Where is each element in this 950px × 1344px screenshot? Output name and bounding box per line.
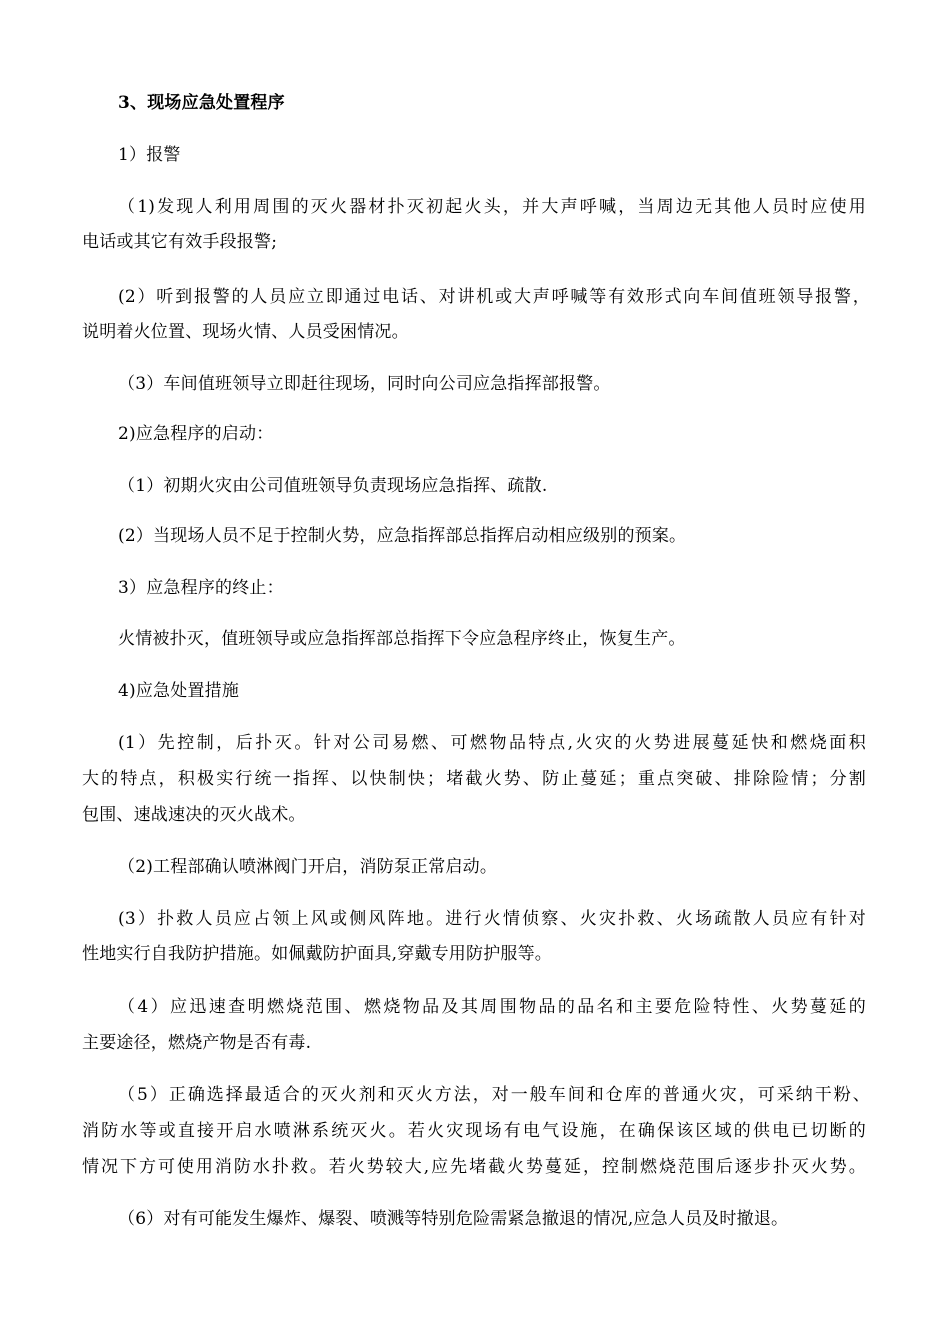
subsection-title-start: 2)应急程序的启动：: [118, 424, 274, 444]
paragraph-line: (2）听到报警的人员应立即通过电话、对讲机或大声呼喊等有效形式向车间值班领导报警，: [118, 287, 870, 307]
paragraph-line: （1)发现人利用周围的灭火器材扑灭初起火头，并大声呼喊，当周边无其他人员时应使用: [118, 197, 866, 217]
paragraph-line: 性地实行自我防护措施。如佩戴防护面具,穿戴专用防护服等。: [82, 944, 553, 964]
paragraph-line: 说明着火位置、现场火情、人员受困情况。: [82, 322, 409, 342]
paragraph-line: 包围、速战速决的灭火战术。: [82, 805, 306, 825]
paragraph-line: 大的特点，积极实行统一指挥、以快制快；堵截火势、防止蔓延；重点突破、排除险情；分割: [82, 769, 866, 789]
paragraph-line: 主要途径，燃烧产物是否有毒.: [82, 1033, 312, 1053]
paragraph-line: 情况下方可使用消防水扑救。若火势较大,应先堵截火势蔓延，控制燃烧范围后逐步扑灭火势。: [82, 1157, 866, 1177]
subsection-title-measures: 4)应急处置措施: [118, 681, 240, 701]
section-heading: 3、现场应急处置程序: [118, 93, 285, 113]
paragraph-line: (3）扑救人员应占领上风或侧风阵地。进行火情侦察、火灾扑救、火场疏散人员应有针对: [118, 909, 866, 929]
paragraph-line: 火情被扑灭，值班领导或应急指挥部总指挥下令应急程序终止，恢复生产。: [118, 629, 686, 649]
paragraph-line: （2)工程部确认喷淋阀门开启，消防泵正常启动。: [118, 857, 498, 877]
paragraph-line: （5）正确选择最适合的灭火剂和灭火方法，对一般车间和仓库的普通火灾，可采纳干粉、: [118, 1085, 870, 1105]
paragraph-line: (1）先控制，后扑灭。针对公司易燃、可燃物品特点,火灾的火势进展蔓延快和燃烧面积: [118, 733, 866, 753]
paragraph-line: （6）对有可能发生爆炸、爆裂、喷溅等特别危险需紧急撤退的情况,应急人员及时撤退。: [118, 1209, 789, 1229]
paragraph-line: 电话或其它有效手段报警;: [82, 232, 278, 252]
paragraph-line: （3）车间值班领导立即赶往现场，同时向公司应急指挥部报警。: [118, 374, 611, 394]
paragraph-line: (2）当现场人员不足于控制火势，应急指挥部总指挥启动相应级别的预案。: [118, 526, 687, 546]
subsection-title-alarm: 1）报警: [118, 145, 181, 165]
subsection-title-end: 3）应急程序的终止：: [118, 578, 284, 598]
paragraph-line: （1）初期火灾由公司值班领导负责现场应急指挥、疏散.: [118, 476, 548, 496]
paragraph-line: 消防水等或直接开启水喷淋系统灭火。若火灾现场有电气设施，在确保该区域的供电已切断的: [82, 1121, 866, 1141]
paragraph-line: （4）应迅速查明燃烧范围、燃烧物品及其周围物品的品名和主要危险特性、火势蔓延的: [118, 997, 866, 1017]
